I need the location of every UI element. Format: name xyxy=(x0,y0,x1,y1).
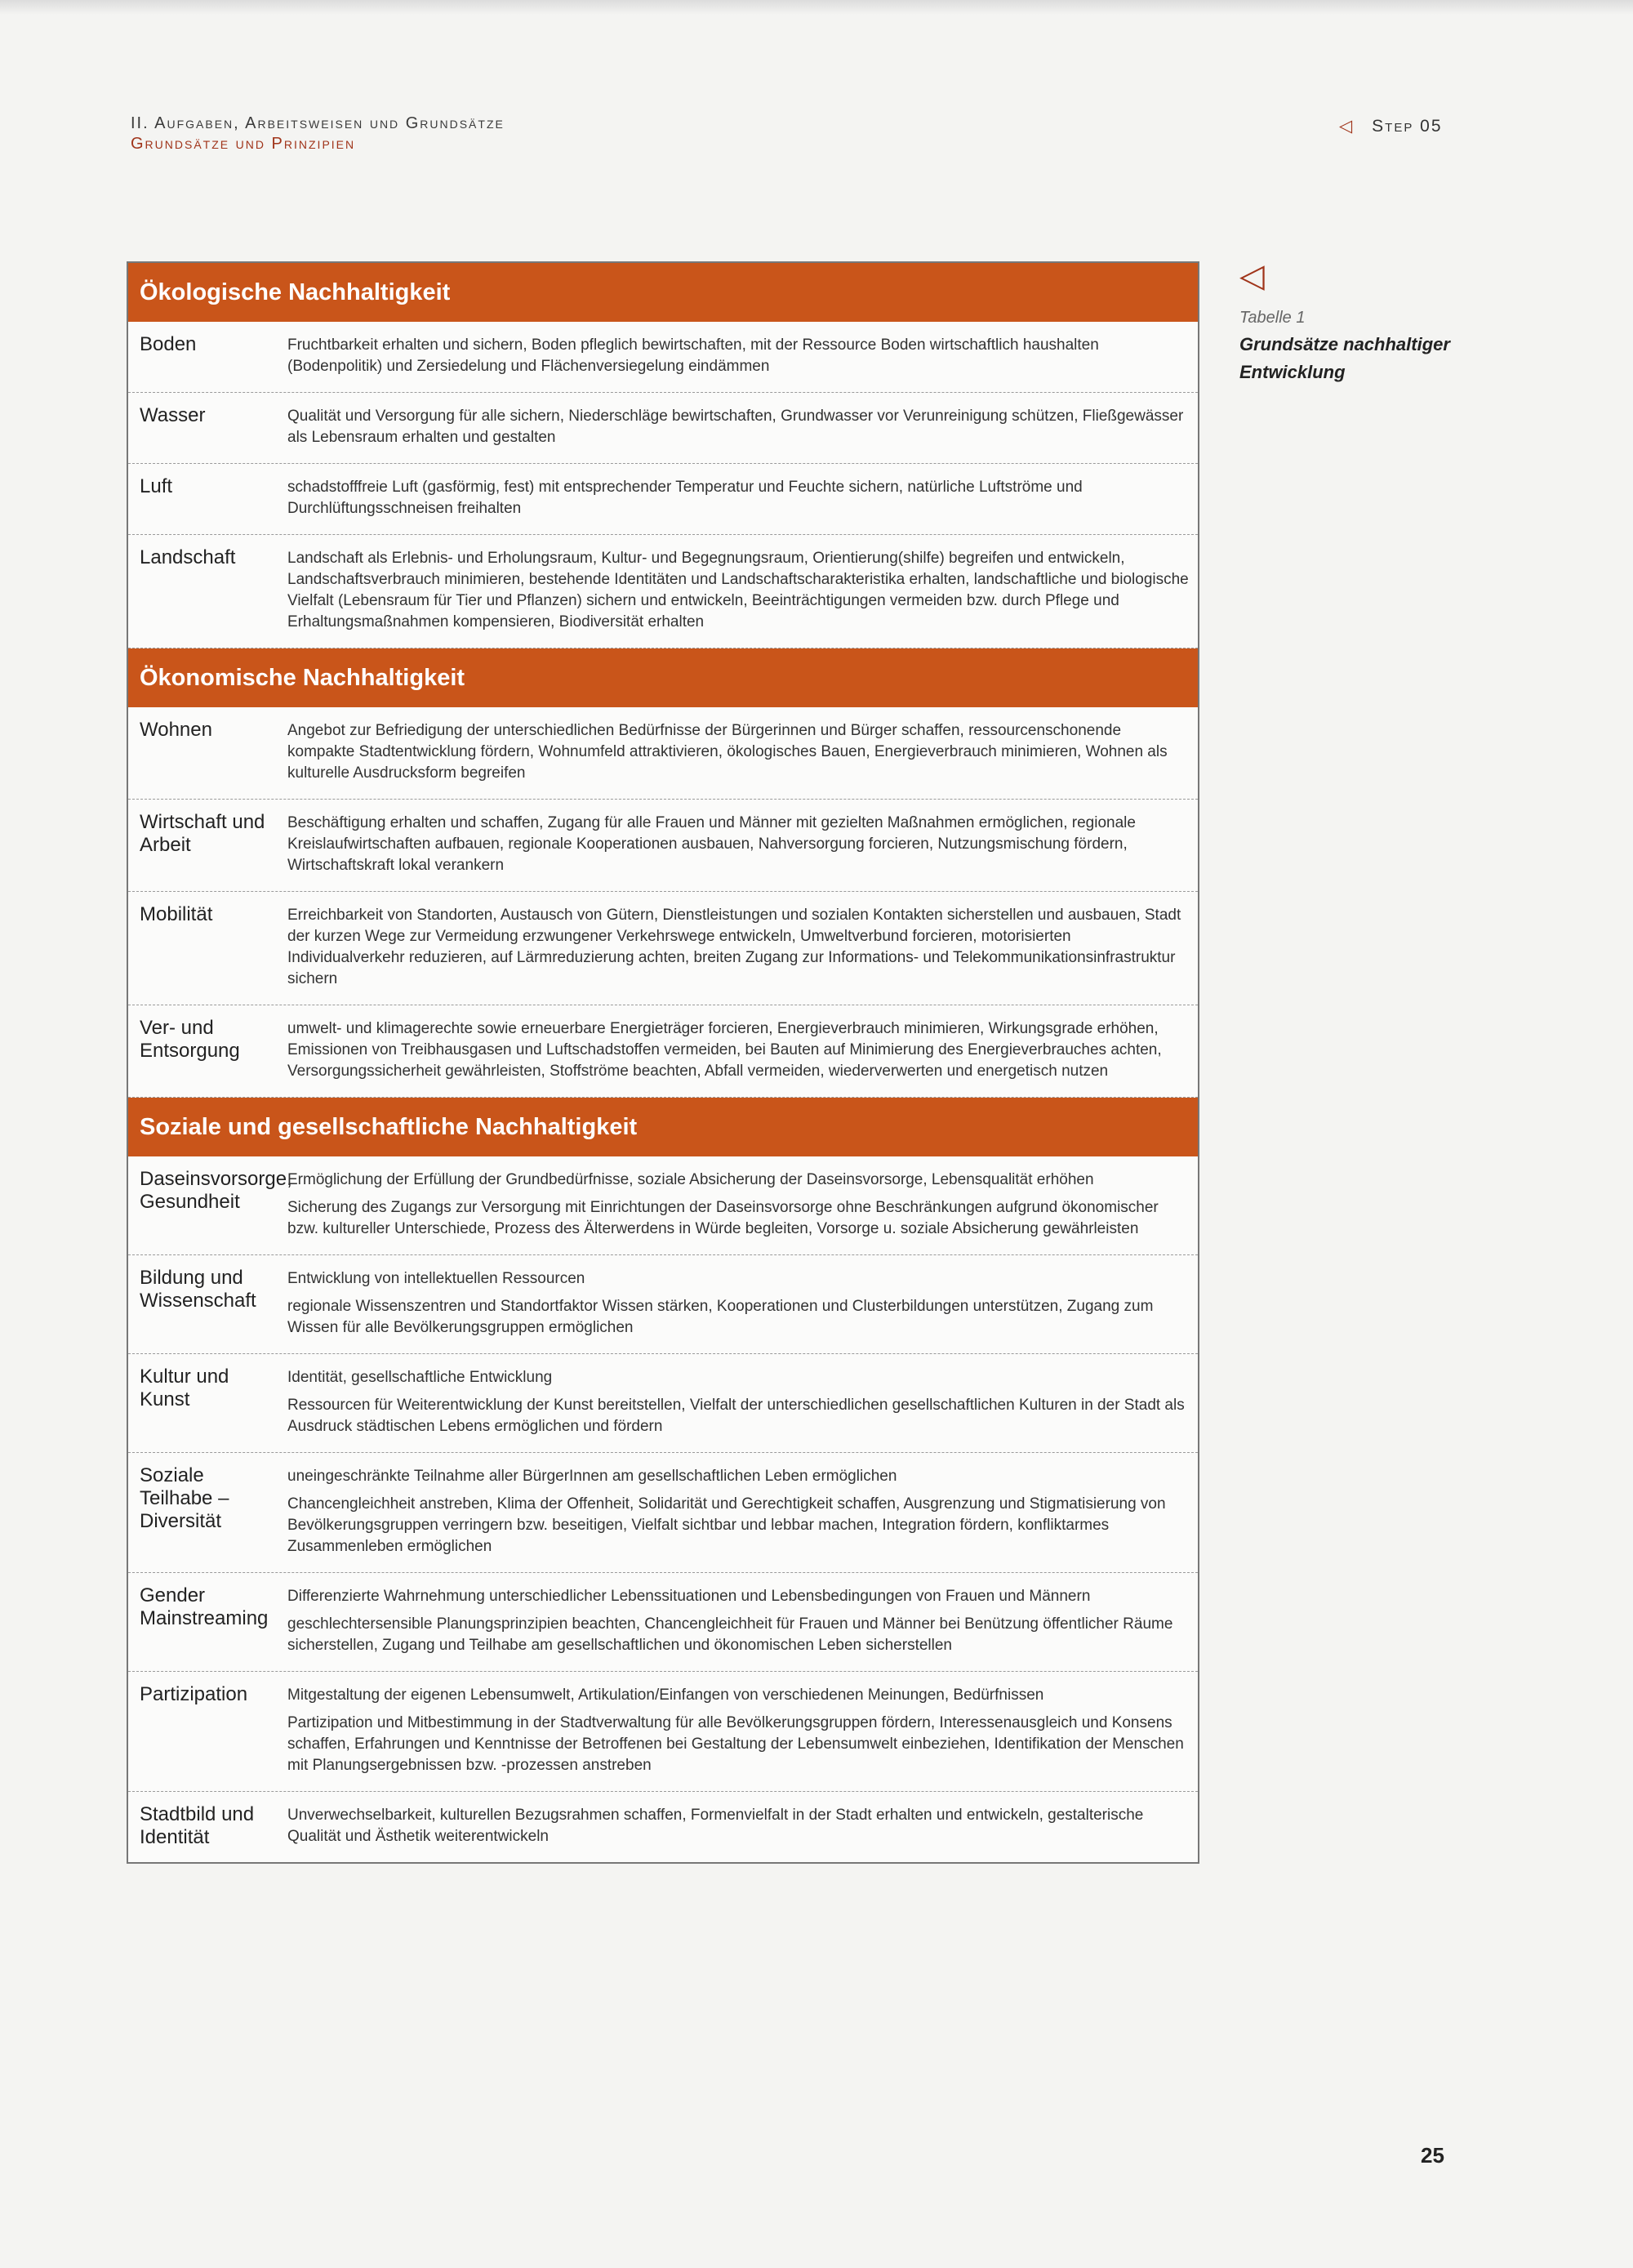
table-row xyxy=(128,1792,1198,1862)
row-label: Daseinsvorsorge, Gesundheit xyxy=(140,1168,292,1213)
row-text: Angebot zur Befriedigung der unterschiedlichen Bedürfnisse der Bürgerinnen und Bürger schaffen, ressourcenschonende kompakte Stadtentwicklung fördern, Wohnumfeld attraktivieren, ökologisches Bauen, Energieverbrauch minimieren, Wohnen als kulturelle Ausdrucksform begreifen xyxy=(287,722,1168,782)
principles-table xyxy=(127,261,1199,1864)
table-row xyxy=(128,1255,1198,1354)
row-text: uneingeschränkte Teilnahme aller BürgerInnen am gesellschaftlichen Leben ermöglichen xyxy=(287,1468,897,1485)
row-label: Mobilität xyxy=(140,903,213,925)
table-row xyxy=(128,800,1198,892)
step-label: Step 05 xyxy=(1372,117,1443,136)
row-content xyxy=(287,1156,1198,1254)
row-text: Unverwechselbarkeit, kulturellen Bezugsrahmen schaffen, Formenvielfalt in der Stadt erhalten und entwickeln, gestalterische Qualität und Ästhetik weiterentwickeln xyxy=(287,1807,1144,1845)
row-text: schadstofffreie Luft (gasförmig, fest) mit entsprechender Temperatur und Feuchte sichern, natürliche Luftströme und Durchlüftungsschneisen freihalten xyxy=(287,479,1083,517)
row-content xyxy=(287,1005,1198,1097)
section-header: Ökonomische Nachhaltigkeit xyxy=(128,648,1198,707)
row-label: Gender Mainstreaming xyxy=(140,1584,269,1629)
row-content xyxy=(287,707,1198,799)
row-text: geschlechtersensible Planungsprinzipien beachten, Chancengleichheit für Frauen und Männer bei Benützung öffentlicher Räume sicherstellen, Zugang und Teilhabe am gesellschaftlichen und ökonomischen Leben sicherstellen xyxy=(287,1615,1173,1654)
row-label: Boden xyxy=(140,333,197,355)
section-header: Ökologische Nachhaltigkeit xyxy=(128,263,1198,322)
row-label: Kultur und Kunst xyxy=(140,1366,229,1410)
row-content xyxy=(287,1672,1198,1791)
row-content xyxy=(287,1255,1198,1353)
table-row xyxy=(128,1354,1198,1453)
step-indicator xyxy=(1339,116,1443,136)
row-text: Identität, gesellschaftliche Entwicklung xyxy=(287,1369,553,1386)
section-title: Grundsätze und Prinzipien xyxy=(131,135,356,153)
row-label: Soziale Teilhabe – Diversität xyxy=(140,1464,229,1532)
triangle-left-icon: ◁ xyxy=(1339,117,1355,136)
row-content xyxy=(287,892,1198,1005)
table-row xyxy=(128,892,1198,1005)
row-content xyxy=(287,464,1198,534)
row-text: Erreichbarkeit von Standorten, Austausch von Gütern, Dienstleistungen und sozialen Kontakten sicherstellen und ausbauen, Stadt der kurzen Wege zur Vermeidung erzwungener Verkehrswege entwickeln, Umweltverbund forcieren, motorisierten Individualverkehr reduzieren, auf Lärmreduzierung achten, breiten Zugang zur Informations- und Telekommunikationsinfrastruktur sichern xyxy=(287,907,1181,987)
row-content xyxy=(287,1354,1198,1452)
table-row xyxy=(128,322,1198,393)
row-content xyxy=(287,393,1198,463)
row-text: Qualität und Versorgung für alle sichern, Niederschläge bewirtschaften, Grundwasser vor Verunreinigung schützen, Fließgewässer als Lebensraum erhalten und gestalten xyxy=(287,408,1184,446)
row-content xyxy=(287,1453,1198,1572)
row-content xyxy=(287,322,1198,392)
caption-label: Tabelle 1 xyxy=(1239,309,1306,327)
row-text: Partizipation und Mitbestimmung in der Stadtverwaltung für alle Bevölkerungsgruppen fördern, Interessenausgleich und Konsens schaffen, Erfahrungen und Kenntnisse der Betroffenen bei Gestaltung der Lebensumwelt einbeziehen, Identifikation der Menschen mit Planungsergebnissen bzw. -prozessen anstreben xyxy=(287,1714,1184,1774)
row-label: Partizipation xyxy=(140,1683,248,1705)
row-label: Luft xyxy=(140,475,173,497)
table-row xyxy=(128,707,1198,800)
row-text: Landschaft als Erlebnis- und Erholungsraum, Kultur- und Begegnungsraum, Orientierung(shilfe) begreifen und entwickeln, Landschaftsverbrauch minimieren, bestehende Identitäten und Landschaftscharakteristika erhalten, landschaftliche und biologische Vielfalt (Lebensraum für Tier und Pflanzen) sichern und entwickeln, Beeinträchtigungen vermeiden bzw. durch Pflege und Erhaltungsmaßnahmen kompensieren, Biodiversität erhalten xyxy=(287,550,1189,630)
row-text: Fruchtbarkeit erhalten und sichern, Boden pfleglich bewirtschaften, mit der Ressource Boden wirtschaftlich haushalten (Bodenpolitik) und Zersiedelung und Flächenversiegelung eindämmen xyxy=(287,336,1099,375)
row-label: Bildung und Wissenschaft xyxy=(140,1267,256,1312)
table-row xyxy=(128,535,1198,648)
row-label: Stadtbild und Identität xyxy=(140,1803,255,1848)
row-text: Chancengleichheit anstreben, Klima der Offenheit, Solidarität und Gerechtigkeit schaffen, Ausgrenzung und Stigmatisierung von Bevölkerungsgruppen verringern bzw. beseitigen, Vielfalt sichtbar und lebbar machen, Integration fördern, konfliktarmes Zusammenleben ermöglichen xyxy=(287,1495,1166,1555)
triangle-left-icon: ◁ xyxy=(1239,258,1265,294)
row-label: Ver- und Entsorgung xyxy=(140,1017,240,1062)
table-row xyxy=(128,464,1198,535)
table-row xyxy=(128,1005,1198,1098)
row-text: umwelt- und klimagerechte sowie erneuerbare Energieträger forcieren, Energieverbrauch minimieren, Wirkungsgrade erhöhen, Emissionen von Treibhausgasen und Luftschadstoffen vermeiden, bei Bauten auf Minimierung des Energieverbrauches achten, Versorgungssicherheit gewährleisten, Stoffströme beachten, Abfall vermeiden, wiederverwerten und energetisch nutzen xyxy=(287,1020,1162,1080)
table-row xyxy=(128,1156,1198,1255)
row-label: Wohnen xyxy=(140,719,212,741)
table-row xyxy=(128,1453,1198,1573)
row-label: Wasser xyxy=(140,404,206,426)
page-number: 25 xyxy=(1421,2143,1444,2168)
row-content xyxy=(287,1792,1198,1862)
row-label: Landschaft xyxy=(140,546,236,568)
scan-edge-shadow xyxy=(0,0,1633,15)
table-row xyxy=(128,1672,1198,1792)
row-text: Mitgestaltung der eigenen Lebensumwelt, Artikulation/Einfangen von verschiedenen Meinungen, Bedürfnissen xyxy=(287,1687,1044,1704)
caption-title: Grundsätze nachhaltiger Entwicklung xyxy=(1239,334,1450,382)
running-header xyxy=(131,114,505,154)
row-label: Wirtschaft und Arbeit xyxy=(140,811,265,856)
row-text: Beschäftigung erhalten und schaffen, Zugang für alle Frauen und Männer mit gezielten Maßnahmen ermöglichen, regionale Kreislaufwirtschaften aufbauen, regionale Kooperationen ausbauen, Nahversorgung forcieren, Nutzungsmischung fördern, Wirtschaftskraft lokal verankern xyxy=(287,814,1136,874)
table-row xyxy=(128,393,1198,464)
row-text: Ermöglichung der Erfüllung der Grundbedürfnisse, soziale Absicherung der Daseinsvorsorge, Lebensqualität erhöhen xyxy=(287,1171,1094,1188)
row-content xyxy=(287,535,1198,648)
chapter-title: II. Aufgaben, Arbeitsweisen und Grundsätze xyxy=(131,114,505,132)
row-text: Entwicklung von intellektuellen Ressourcen xyxy=(287,1270,585,1287)
row-text: Differenzierte Wahrnehmung unterschiedlicher Lebenssituationen und Lebensbedingungen von Frauen und Männern xyxy=(287,1588,1091,1605)
section-header: Soziale und gesellschaftliche Nachhaltigkeit xyxy=(128,1098,1198,1156)
table-row xyxy=(128,1573,1198,1672)
row-text: Ressourcen für Weiterentwicklung der Kunst bereitstellen, Vielfalt der unterschiedlichen gesellschaftlichen Kulturen in der Stadt als Ausdruck städtischen Lebens ermöglichen und fördern xyxy=(287,1397,1185,1435)
row-text: regionale Wissenszentren und Standortfaktor Wissen stärken, Kooperationen und Clusterbildungen unterstützen, Zugang zum Wissen für alle Bevölkerungsgruppen ermöglichen xyxy=(287,1298,1154,1336)
row-content xyxy=(287,1573,1198,1671)
row-text: Sicherung des Zugangs zur Versorgung mit Einrichtungen der Daseinsvorsorge ohne Beschränkungen aufgrund ökonomischer bzw. kultureller Unterschiede, Prozess des Älterwerdens in Würde begleiten, Vorsorge u. soziale Absicherung gewährleisten xyxy=(287,1199,1159,1237)
table-caption xyxy=(1239,260,1484,386)
row-content xyxy=(287,800,1198,891)
